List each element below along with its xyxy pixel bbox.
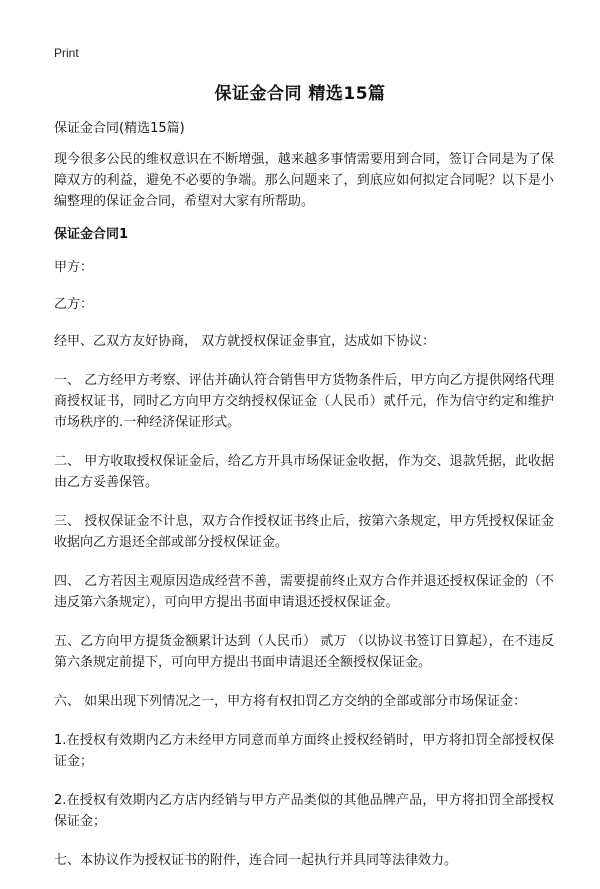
clause-6-item-1: 1.在授权有效期内乙方未经甲方同意而单方面终止授权经销时，甲方将扣罚全部授权保证金； [54,733,554,769]
page-title: 保证金合同 精选15篇 [214,84,386,104]
party-b-line: 乙方： [54,297,94,312]
preamble-paragraph: 经甲、乙双方友好协商， 双方就授权保证金事宜，达成如下协议： [54,334,436,349]
clause-4: 四、 乙方若因主观原因造成经营不善，需要提前终止双方合作并退还授权保证金的（不违反第六条规定），可向甲方提出书面申请退还授权保证金。 [54,574,554,610]
clause-1: 一、 乙方经甲方考察、评估并确认符合销售甲方货物条件后，甲方向乙方提供网络代理商授权证书，同时乙方向甲方交纳授权保证金（人民币）贰仟元，作为信守约定和维护市场秩序的.一种经济保证形式。 [54,373,554,430]
intro-paragraph: 现今很多公民的维权意识在不断增强，越来越多事情需要用到合同，签订合同是为了保障双方的利益，避免不必要的争端。那么问题来了，到底应如何拟定合同呢？以下是小编整理的保证金合同，希望对大家有所帮助。 [54,152,554,209]
party-a-line: 甲方： [54,260,94,275]
clause-2: 二、 甲方收取授权保证金后，给乙方开具市场保证金收据，作为交、退款凭据，此收据由乙方妥善保管。 [54,454,554,490]
document-subtitle: 保证金合同(精选15篇) [54,121,185,136]
clause-5: 五、乙方向甲方提货金额累计达到（人民币） 贰万 （以协议书签订日算起），在不违反第六条规定前提下，可向甲方提出书面申请退还全额授权保证金。 [54,634,554,670]
clause-3: 三、 授权保证金不计息，双方合作授权证书终止后，按第六条规定，甲方凭授权保证金收据向乙方退还全部或部分授权保证金。 [54,514,554,550]
print-link[interactable]: Print [54,46,79,60]
section-heading: 保证金合同1 [54,227,129,242]
clause-6-item-2: 2.在授权有效期内乙方店内经销与甲方产品类似的其他品牌产品，甲方将扣罚全部授权保证金； [54,793,554,829]
document-body [54,118,554,889]
clause-7: 七、本协议作为授权证书的附件，连合同一起执行并具同等法律效力。 [54,853,458,868]
clause-6: 六、 如果出现下列情况之一，甲方将有权扣罚乙方交纳的全部或部分市场保证金： [54,694,527,709]
